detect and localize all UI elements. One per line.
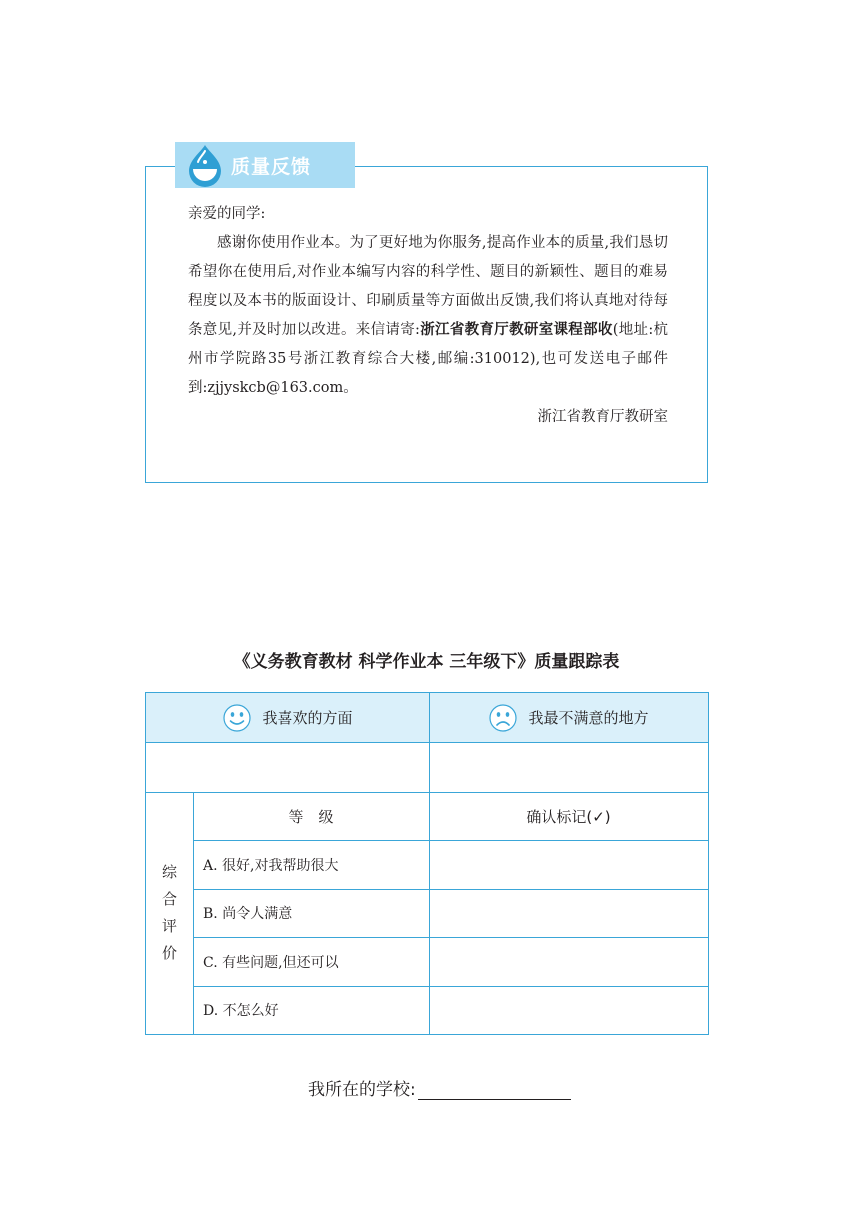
table-divider bbox=[193, 986, 708, 987]
table-row bbox=[193, 986, 429, 1034]
feedback-letter bbox=[188, 200, 668, 432]
table-row bbox=[193, 937, 429, 986]
confirm-header bbox=[429, 792, 708, 840]
grade-header-label: 等 级 bbox=[288, 807, 334, 826]
side-label-char: 评 bbox=[161, 917, 177, 935]
water-drop-icon bbox=[183, 142, 227, 188]
table-row bbox=[193, 889, 429, 937]
side-label-char: 价 bbox=[161, 944, 177, 962]
quality-tracking-table bbox=[145, 692, 709, 1035]
option-a-label: A. 很好,对我帮助很大 bbox=[203, 857, 339, 874]
greeting: 亲爱的同学: bbox=[188, 206, 266, 222]
table-row bbox=[193, 840, 429, 889]
sad-face-icon bbox=[488, 703, 518, 733]
letter-body-part1: 感谢你使用作业本。为了更好地为你服务,提高作业本的质量,我们恳切希望你在使用后,对作业本编写内容的科学性、题目的新颖性、题目的难易程度以及本书的版面设计、印刷质量等方面做出反馈,我们将认真地对待每条意见,并及时加以改进。来信请寄: bbox=[188, 235, 668, 338]
like-header-label: 我喜欢的方面 bbox=[262, 709, 353, 727]
option-b-label: B. 尚令人满意 bbox=[203, 906, 293, 922]
table-divider bbox=[193, 937, 708, 938]
table-divider bbox=[193, 840, 708, 841]
table-divider bbox=[429, 693, 430, 1034]
option-d-checkmark-cell[interactable] bbox=[429, 986, 708, 1034]
table-divider bbox=[146, 792, 708, 793]
option-c-label: C. 有些问题,但还可以 bbox=[203, 954, 339, 971]
school-input-line[interactable] bbox=[418, 1079, 571, 1100]
overall-evaluation-label bbox=[146, 792, 193, 1034]
smile-face-icon bbox=[222, 703, 252, 733]
feedback-title: 质量反馈 bbox=[231, 155, 312, 178]
school-label: 我所在的学校: bbox=[308, 1080, 416, 1100]
option-a-checkmark-cell[interactable] bbox=[429, 840, 708, 889]
like-input-cell[interactable] bbox=[146, 742, 429, 792]
table-title: 《义务教育教材 科学作业本 三年级下》质量跟踪表 bbox=[233, 652, 620, 672]
option-b-checkmark-cell[interactable] bbox=[429, 889, 708, 937]
side-label-char: 合 bbox=[161, 890, 177, 908]
dislike-header bbox=[429, 693, 708, 742]
signature: 浙江省教育厅教研室 bbox=[537, 409, 668, 425]
like-header bbox=[146, 693, 429, 742]
table-divider bbox=[193, 792, 194, 1034]
grade-header bbox=[193, 792, 429, 840]
recipient: 浙江省教育厅教研室课程部收 bbox=[419, 322, 613, 338]
letter-body bbox=[188, 229, 668, 403]
table-divider bbox=[146, 742, 708, 743]
letter-body-part2: (地址:杭州市学院路35号浙江教育综合大楼,邮编:310012),也可发送电子邮件到:zjjyskcb@163.com。 bbox=[188, 322, 669, 396]
option-c-checkmark-cell[interactable] bbox=[429, 937, 708, 986]
confirm-header-label: 确认标记(✓) bbox=[526, 807, 611, 826]
side-label-char: 综 bbox=[161, 863, 177, 881]
dislike-header-label: 我最不满意的地方 bbox=[528, 709, 649, 727]
option-d-label: D. 不怎么好 bbox=[203, 1003, 279, 1019]
feedback-tab bbox=[175, 142, 355, 188]
dislike-input-cell[interactable] bbox=[429, 742, 708, 792]
school-field bbox=[308, 1075, 571, 1100]
table-divider bbox=[193, 889, 708, 890]
